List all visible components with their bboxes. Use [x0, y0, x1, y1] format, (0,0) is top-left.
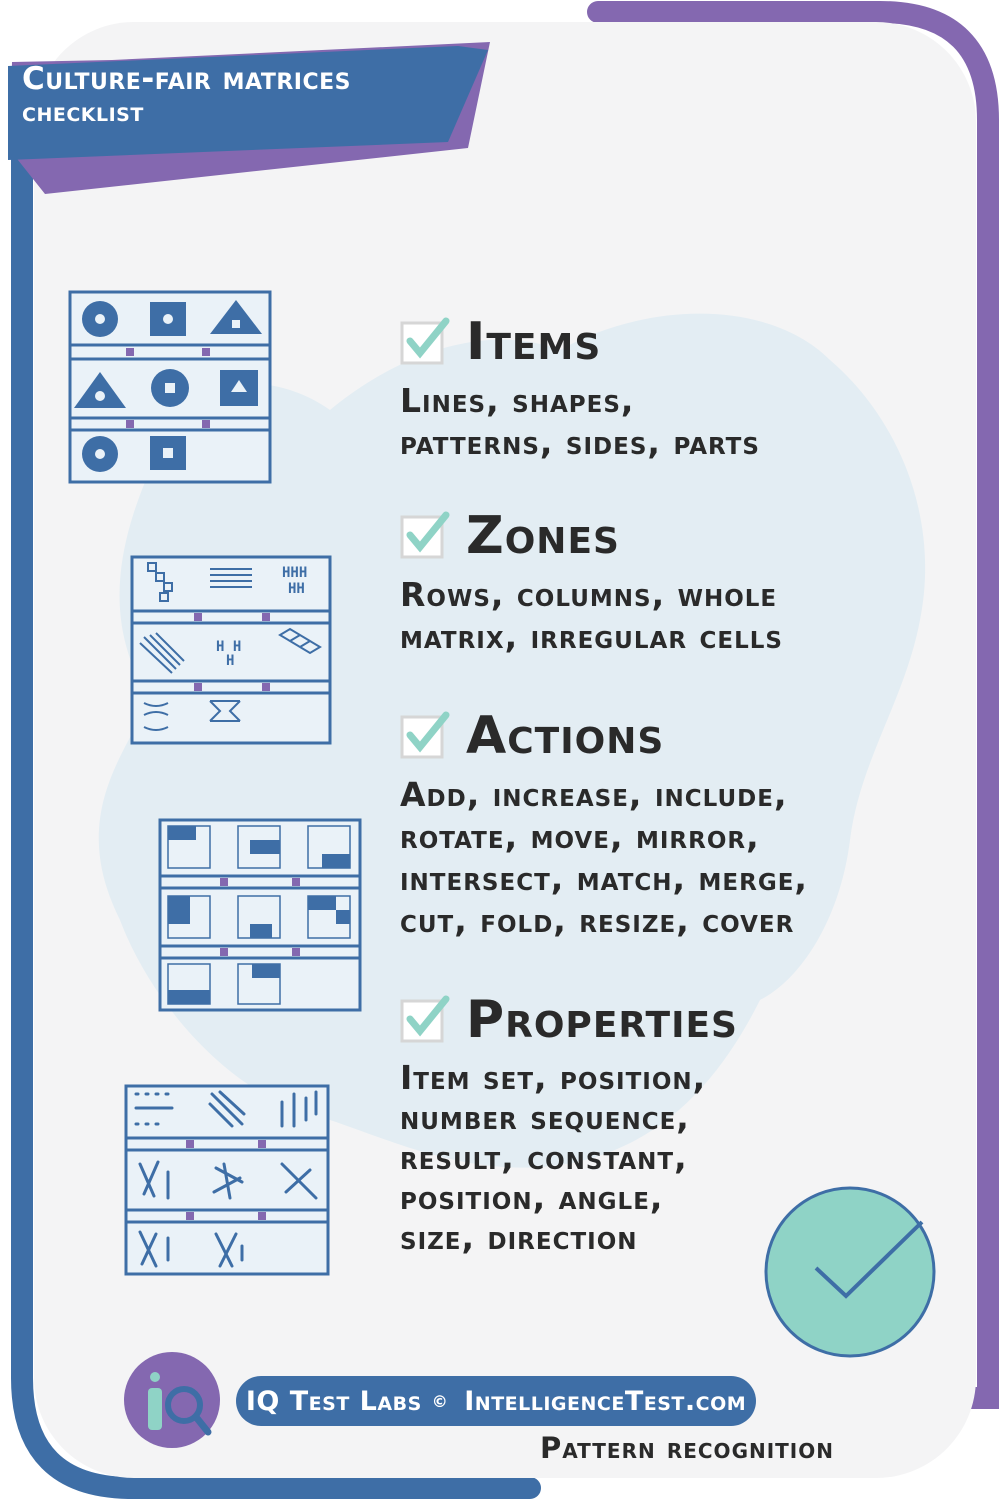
title-line-1: Culture-fair matrices [22, 61, 352, 97]
checkbox-icon [400, 511, 450, 561]
section-title: Zones [466, 506, 620, 566]
svg-text:HHH: HHH [282, 565, 308, 581]
section-line: result, constant, [400, 1138, 688, 1177]
copyright-mark: © [431, 1391, 449, 1411]
title-line-2: checklist [22, 97, 144, 128]
section-line: rotate, move, mirror, [400, 817, 760, 856]
iq-logo-icon [124, 1352, 220, 1448]
page-title [22, 62, 442, 130]
section-items [400, 312, 760, 464]
footer-label: Pattern recognition [540, 1431, 834, 1465]
checkbox-icon [400, 317, 450, 367]
section-line: intersect, match, merge, [400, 859, 808, 898]
section-line: Lines, shapes, [400, 381, 635, 420]
section-line: Item set, position, [400, 1058, 707, 1097]
checkbox-icon [400, 711, 450, 761]
matrix-grid-icon [124, 1084, 330, 1278]
section-title: Items [466, 312, 602, 372]
section-line: Rows, columns, whole [400, 575, 778, 614]
section-line: size, direction [400, 1218, 638, 1257]
section-line: number sequence, [400, 1098, 690, 1137]
brand-company: IQ Test Labs [245, 1385, 422, 1417]
svg-text:HH: HH [288, 581, 305, 597]
svg-text:H: H [226, 653, 235, 669]
section-line: cut, fold, resize, cover [400, 901, 795, 940]
section-line: position, angle, [400, 1178, 664, 1217]
section-properties [400, 990, 738, 1258]
section-title: Properties [466, 990, 738, 1050]
section-zones [400, 506, 783, 658]
brand-site-link[interactable]: IntelligenceTest.com [464, 1385, 747, 1417]
matrix-grid-icon [130, 555, 334, 747]
brand-bar[interactable] [236, 1376, 756, 1426]
section-line: Add, increase, include, [400, 775, 788, 814]
matrix-grid-icon [68, 290, 274, 486]
big-checkmark-icon [766, 1188, 934, 1356]
svg-text:H H: H H [216, 639, 242, 655]
matrix-grid-icon [158, 818, 362, 1012]
section-line: patterns, sides, parts [400, 423, 760, 462]
section-line: matrix, irregular cells [400, 617, 783, 656]
checkbox-icon [400, 995, 450, 1045]
section-actions [400, 706, 808, 942]
section-title: Actions [466, 706, 665, 766]
